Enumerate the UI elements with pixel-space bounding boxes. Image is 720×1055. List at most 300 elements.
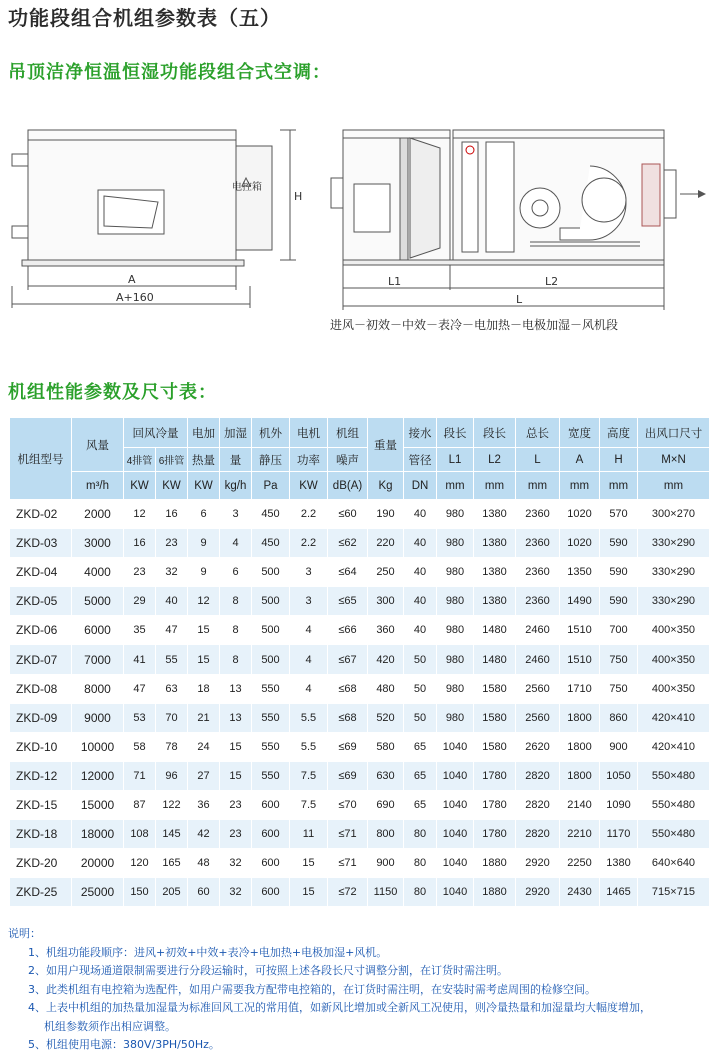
col-noise-b: 噪声 [328,448,368,472]
table-cell: 1800 [560,732,600,761]
unit-cooling-6: KW [156,472,188,500]
table-cell: 55 [156,645,188,674]
table-cell: 15 [220,761,252,790]
table-cell: 400×350 [638,674,710,703]
table-cell: 2820 [516,820,560,849]
table-cell: 450 [252,500,290,529]
table-cell: 715×715 [638,878,710,907]
col-cooling-4row: 4排管 [124,448,156,472]
table-cell: 2920 [516,878,560,907]
table-cell: 220 [368,529,404,558]
table-cell: 190 [368,500,404,529]
table-cell: 1040 [437,790,474,819]
table-cell: 330×290 [638,587,710,616]
table-cell: 590 [600,529,638,558]
table-cell: 1020 [560,500,600,529]
table-cell: 2920 [516,849,560,878]
table-cell: 4 [290,674,328,703]
table-cell: 2.2 [290,500,328,529]
table-cell: 11 [290,820,328,849]
table-cell: 1380 [474,529,516,558]
table-cell: 10000 [72,732,124,761]
table-cell: 600 [252,790,290,819]
table-row [10,674,710,703]
table-cell: 65 [404,732,437,761]
table-cell: 2140 [560,790,600,819]
table-cell: 550 [252,674,290,703]
table-cell: 900 [600,732,638,761]
table-cell: 1580 [474,674,516,703]
page-title: 功能段组合机组参数表（五） [8,6,281,30]
fan-section [453,130,664,260]
model-cell: ZKD-04 [10,558,72,587]
table-cell: 78 [156,732,188,761]
table-cell: 15 [290,878,328,907]
table-cell: 40 [404,529,437,558]
table-cell: 590 [600,587,638,616]
pipe-connector [12,226,28,238]
table-cell: ≤66 [328,616,368,645]
table-cell: 87 [124,790,156,819]
table-cell: 40 [404,587,437,616]
col-pipe-b: 管径 [404,448,437,472]
table-cell: 3000 [72,529,124,558]
table-cell: 13 [220,703,252,732]
table-cell: ≤60 [328,500,368,529]
table-cell: 330×290 [638,558,710,587]
table-cell: 3 [220,500,252,529]
table-cell: 165 [156,849,188,878]
col-pipe: 接水 [404,418,437,448]
table-cell: 500 [252,587,290,616]
table-cell: 500 [252,616,290,645]
col-humid: 加湿 [220,418,252,448]
unit-cooling-4: KW [124,472,156,500]
table-cell: 1800 [560,703,600,732]
spec-table [9,417,710,907]
table-cell: 150 [124,878,156,907]
model-cell: ZKD-02 [10,500,72,529]
table-cell: 8 [220,616,252,645]
table-row [10,878,710,907]
table-cell: 590 [600,558,638,587]
table-cell: 980 [437,500,474,529]
table-cell: 12000 [72,761,124,790]
table-cell: 3 [290,558,328,587]
heater [462,142,478,252]
table-cell: 205 [156,878,188,907]
table-cell: 15 [290,849,328,878]
col-l-b: L [516,448,560,472]
table-cell: 3 [290,587,328,616]
table-cell: 9 [188,558,220,587]
table-cell: 65 [404,790,437,819]
table-cell: 1380 [474,558,516,587]
table-cell: 71 [124,761,156,790]
table-cell: ≤69 [328,761,368,790]
table-cell: 6000 [72,616,124,645]
table-cell: 480 [368,674,404,703]
table-cell: 96 [156,761,188,790]
unit-static: Pa [252,472,290,500]
col-width: 宽度 [560,418,600,448]
table-cell: 8 [220,587,252,616]
table-cell: 20000 [72,849,124,878]
table-cell: 1780 [474,820,516,849]
table-cell: 9 [188,529,220,558]
table-cell: 53 [124,703,156,732]
table-cell: 500 [252,558,290,587]
dim-h-label: H [294,190,303,203]
table-cell: ≤62 [328,529,368,558]
col-model: 机组型号 [10,418,72,500]
table-cell: 8000 [72,674,124,703]
model-cell: ZKD-06 [10,616,72,645]
table-cell: 9000 [72,703,124,732]
col-height-b: H [600,448,638,472]
table-cell: 5.5 [290,703,328,732]
table-cell: 21 [188,703,220,732]
unit-height: mm [600,472,638,500]
table-cell: 330×290 [638,529,710,558]
col-static: 机外 [252,418,290,448]
table-cell: 2360 [516,529,560,558]
table-cell: 2460 [516,645,560,674]
table-cell: 800 [368,820,404,849]
table-row [10,645,710,674]
table-cell: 8 [220,645,252,674]
notes-label: 说明： [8,927,41,940]
table-row [10,703,710,732]
model-cell: ZKD-12 [10,761,72,790]
table-cell: 420 [368,645,404,674]
diagram-caption: 进风－初效－中效－表冷－电加热－电极加湿－风机段 [330,318,619,332]
dim-l-label: L [516,293,523,306]
control-box-label: 电控箱 [232,182,262,193]
table-cell: 1880 [474,849,516,878]
table-cell: 1170 [600,820,638,849]
model-cell: ZKD-10 [10,732,72,761]
table-cell: 1880 [474,878,516,907]
table-cell: 550 [252,761,290,790]
table-cell: 23 [124,558,156,587]
table-cell: 80 [404,849,437,878]
table-cell: 1510 [560,645,600,674]
table-cell: ≤68 [328,674,368,703]
table-cell: 15 [188,616,220,645]
table-cell: ≤67 [328,645,368,674]
table-cell: 1020 [560,529,600,558]
access-door [354,184,390,232]
unit-l2: mm [474,472,516,500]
table-cell: 600 [252,878,290,907]
dim-l2-label: L2 [545,275,559,288]
unit-width: mm [560,472,600,500]
table-cell: 1040 [437,732,474,761]
unit-airflow: m³/h [72,472,124,500]
table-cell: ≤68 [328,703,368,732]
table-cell: 29 [124,587,156,616]
col-motor-b: 功率 [290,448,328,472]
table-cell: 600 [252,820,290,849]
notes [8,925,714,1055]
table-cell: 48 [188,849,220,878]
table-cell: 18000 [72,820,124,849]
table-cell: 250 [368,558,404,587]
unit-weight: Kg [368,472,404,500]
model-cell: ZKD-25 [10,878,72,907]
table-cell: ≤72 [328,878,368,907]
table-cell: 1800 [560,761,600,790]
table-cell: 1780 [474,790,516,819]
table-cell: 1040 [437,761,474,790]
table-cell: 550 [252,732,290,761]
table-cell: 400×350 [638,645,710,674]
table-cell: 1040 [437,878,474,907]
table-cell: ≤69 [328,732,368,761]
table-cell: 15000 [72,790,124,819]
table-cell: 2620 [516,732,560,761]
table-cell: 700 [600,616,638,645]
table-cell: 420×410 [638,732,710,761]
table-row [10,761,710,790]
table-cell: 500 [252,645,290,674]
table-cell: 2000 [72,500,124,529]
col-l1: 段长 [437,418,474,448]
table-cell: 550×480 [638,761,710,790]
table-cell: 27 [188,761,220,790]
col-outlet: 出风口尺寸 [638,418,710,448]
table-cell: 47 [124,674,156,703]
model-cell: ZKD-15 [10,790,72,819]
note-item: 3、此类机组有电控箱为选配件，如用户需要我方配带电控箱的，在订货时需注明，在安装时需考虑周围的检修空间。 [28,982,596,996]
table-cell: 145 [156,820,188,849]
table-cell: 32 [156,558,188,587]
table-cell: 1090 [600,790,638,819]
table-cell: 1580 [474,732,516,761]
table-row [10,616,710,645]
table-cell: 1465 [600,878,638,907]
table-cell: 1150 [368,878,404,907]
col-l2-b: L2 [474,448,516,472]
model-cell: ZKD-07 [10,645,72,674]
table-cell: 1380 [474,500,516,529]
model-cell: ZKD-18 [10,820,72,849]
table-cell: 2360 [516,587,560,616]
col-l2: 段长 [474,418,516,448]
table-cell: 1380 [600,849,638,878]
table-cell: 420×410 [638,703,710,732]
control-box [236,146,272,250]
col-l1-b: L1 [437,448,474,472]
table-cell: 1480 [474,645,516,674]
table-cell: 600 [252,849,290,878]
table-cell: 900 [368,849,404,878]
table-cell: 980 [437,529,474,558]
table-cell: 40 [156,587,188,616]
pipe-connector [12,154,28,166]
note-item-continued: 机组参数须作出相应调整。 [44,1019,176,1033]
col-airflow: 风量 [72,418,124,472]
table-cell: 23 [156,529,188,558]
table-cell: 12 [124,500,156,529]
table-cell: 36 [188,790,220,819]
table-cell: 15 [188,645,220,674]
unit-outlet: mm [638,472,710,500]
col-motor: 电机 [290,418,328,448]
table-cell: 1780 [474,761,516,790]
col-heat: 电加 [188,418,220,448]
table-cell: 580 [368,732,404,761]
table-cell: 1350 [560,558,600,587]
col-weight: 重量 [368,418,404,472]
table-cell: ≤71 [328,849,368,878]
table-row [10,558,710,587]
table-cell: 2360 [516,500,560,529]
table-header [10,418,710,500]
table-cell: 1510 [560,616,600,645]
table-cell: 2820 [516,761,560,790]
table-body [10,500,710,907]
table-cell: 2250 [560,849,600,878]
table-cell: 2820 [516,790,560,819]
model-cell: ZKD-09 [10,703,72,732]
product-subtitle: 吊顶洁净恒温恒湿功能段组合式空调： [8,62,331,83]
unit-heat: KW [188,472,220,500]
table-cell: 640×640 [638,849,710,878]
table-cell: 65 [404,761,437,790]
table-cell: 5000 [72,587,124,616]
table-cell: 23 [220,790,252,819]
col-outlet-b: M×N [638,448,710,472]
table-cell: 12 [188,587,220,616]
table-cell: 860 [600,703,638,732]
table-cell: 570 [600,500,638,529]
table-cell: 550 [252,703,290,732]
table-cell: 4 [220,529,252,558]
model-cell: ZKD-20 [10,849,72,878]
note-item: 4、上表中机组的加热量加湿量为标准回风工况的常用值，如新风比增加或全新风工况使用，则冷量热量和加湿量均大幅度增加， [28,1001,651,1014]
unit-pipe: DN [404,472,437,500]
col-static-b: 静压 [252,448,290,472]
table-cell: 120 [124,849,156,878]
table-cell: 122 [156,790,188,819]
table-cell: 2.2 [290,529,328,558]
table-cell: 4 [290,616,328,645]
col-cooling-6row: 6排管 [156,448,188,472]
table-cell: 1050 [600,761,638,790]
table-cell: 1480 [474,616,516,645]
table-cell: 2360 [516,558,560,587]
table-cell: 16 [124,529,156,558]
table-cell: 1580 [474,703,516,732]
table-cell: 40 [404,616,437,645]
table-cell: 1040 [437,820,474,849]
table-cell: 50 [404,703,437,732]
table-cell: 1490 [560,587,600,616]
note-item: 5、机组使用电源：380V/3PH/50Hz。 [28,1038,220,1051]
table-cell: 50 [404,674,437,703]
table-cell: 2560 [516,703,560,732]
unit-humid: kg/h [220,472,252,500]
table-cell: 6 [220,558,252,587]
table-cell: 23 [220,820,252,849]
unit-l: mm [516,472,560,500]
table-cell: 24 [188,732,220,761]
table-cell: 980 [437,558,474,587]
table-cell: 32 [220,849,252,878]
table-row [10,500,710,529]
table-cell: 980 [437,674,474,703]
table-cell: 6 [188,500,220,529]
unit-noise: dB(A) [328,472,368,500]
table-cell: 4000 [72,558,124,587]
table-cell: 50 [404,645,437,674]
col-height: 高度 [600,418,638,448]
table-cell: 2460 [516,616,560,645]
table-cell: 80 [404,878,437,907]
table-cell: 450 [252,529,290,558]
table-cell: 360 [368,616,404,645]
table-cell: 32 [220,878,252,907]
dim-a-label: A [128,273,136,286]
table-cell: 60 [188,878,220,907]
table-cell: 42 [188,820,220,849]
table-cell: 980 [437,703,474,732]
col-width-b: A [560,448,600,472]
table-cell: 300×270 [638,500,710,529]
table-cell: 1040 [437,849,474,878]
table-cell: 2560 [516,674,560,703]
primary-filter [400,138,408,260]
table-cell: 630 [368,761,404,790]
section-title: 机组性能参数及尺寸表： [8,382,217,403]
table-cell: 750 [600,645,638,674]
table-cell: 550×480 [638,820,710,849]
model-cell: ZKD-03 [10,529,72,558]
table-cell: 15 [220,732,252,761]
table-cell: 4 [290,645,328,674]
table-cell: 5.5 [290,732,328,761]
table-cell: 47 [156,616,188,645]
table-cell: 108 [124,820,156,849]
table-row [10,587,710,616]
table-cell: 7.5 [290,761,328,790]
table-row [10,820,710,849]
table-cell: 40 [404,500,437,529]
note-item: 1、机组功能段顺序：进风+初效+中效+表冷+电加热+电极加湿+风机。 [28,945,388,959]
table-cell: 70 [156,703,188,732]
note-item: 2、如用户现场通道限制需要进行分段运输时，可按照上述各段长尺寸调整分割，在订货时需注明。 [28,964,508,977]
table-cell: 2430 [560,878,600,907]
table-cell: 18 [188,674,220,703]
table-cell: ≤70 [328,790,368,819]
table-cell: ≤65 [328,587,368,616]
humidifier [486,142,514,252]
table-row [10,529,710,558]
table-cell: 16 [156,500,188,529]
table-cell: ≤64 [328,558,368,587]
table-row [10,732,710,761]
dim-a160-label: A+160 [116,291,154,304]
table-cell: 41 [124,645,156,674]
table-cell: 980 [437,645,474,674]
col-humid-b: 量 [220,448,252,472]
table-cell: 63 [156,674,188,703]
col-noise: 机组 [328,418,368,448]
table-cell: 35 [124,616,156,645]
model-cell: ZKD-08 [10,674,72,703]
